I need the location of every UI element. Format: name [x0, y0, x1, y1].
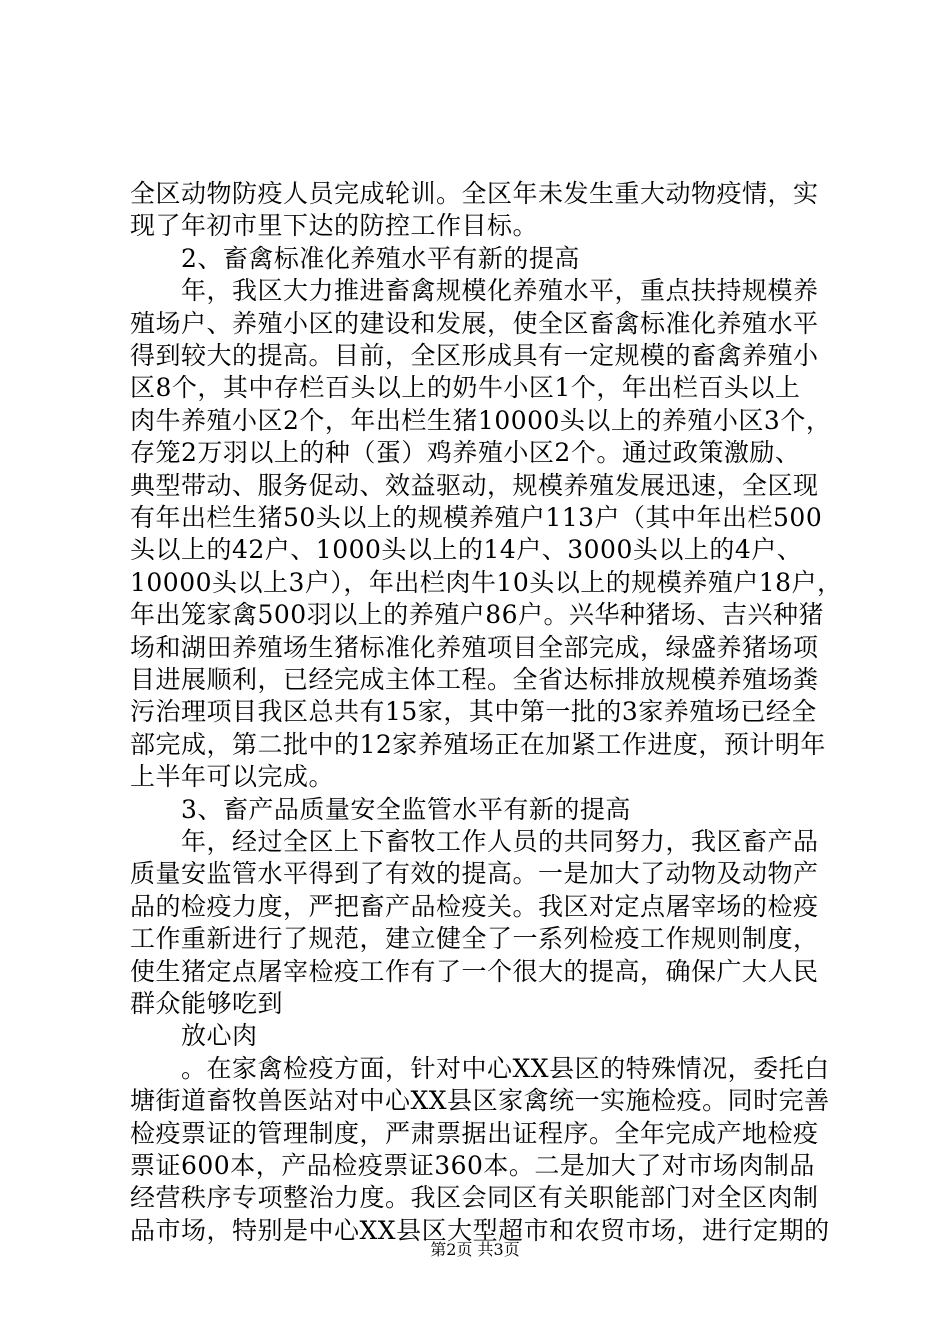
text-line: 部完成，第二批中的12家养殖场正在加紧工作进度，预计明年 — [130, 729, 826, 759]
text-line: 场和湖田养殖场生猪标准化养殖项目全部完成，绿盛养猪场项 — [130, 632, 819, 662]
text-line: 群众能够吃到 — [130, 989, 284, 1018]
text-line: 3、畜产品质量安全监管水平有新的提高 — [130, 794, 631, 824]
text-line: 现了年初市里下达的防控工作目标。 — [130, 211, 539, 241]
text-line: 。在家禽检疫方面，针对中心XX县区的特殊情况，委托白 — [130, 1053, 830, 1083]
text-line: 目进展顺利，已经完成主体工程。全省达标排放规模养殖场粪 — [130, 665, 819, 694]
text-line: 品市场，特别是中心XX县区大型超市和农贸市场，进行定期的 — [130, 1215, 830, 1245]
text-line: 上半年可以完成。 — [130, 762, 335, 792]
text-line: 年，我区大力推进畜禽规模化养殖水平，重点扶持规模养 — [130, 276, 819, 306]
text-line: 区8个，其中存栏百头以上的奶牛小区1个，年出栏百头以上 — [130, 373, 801, 403]
text-line: 2、畜禽标准化养殖水平有新的提高 — [130, 243, 580, 273]
text-line: 检疫票证的管理制度，严肃票据出证程序。全年完成产地检疫 — [130, 1118, 819, 1148]
text-line: 使生猪定点屠宰检疫工作有了一个很大的提高，确保广大人民 — [130, 956, 819, 986]
text-line: 经营秩序专项整治力度。我区会同区有关职能部门对全区肉制 — [130, 1183, 819, 1213]
text-line: 年，经过全区上下畜牧工作人员的共同努力，我区畜产品 — [130, 827, 819, 856]
text-line: 放心肉 — [130, 1021, 258, 1051]
text-line: 塘街道畜牧兽医站对中心XX县区家禽统一实施检疫。同时完善 — [130, 1086, 830, 1116]
page-footer: 第2页 共3页 — [430, 1240, 520, 1259]
text-line: 质量安监管水平得到了有效的提高。一是加大了动物及动物产 — [130, 859, 819, 889]
text-line: 有年出栏生猪50头以上的规模养殖户113户（其中年出栏500 — [130, 503, 823, 532]
text-line: 存笼2万羽以上的种（蛋）鸡养殖小区2个。通过政策激励、 — [130, 438, 801, 468]
text-line: 头以上的42户、1000头以上的14户、3000头以上的4户、 — [130, 535, 803, 565]
text-line: 工作重新进行了规范，建立健全了一系列检疫工作规则制度， — [130, 924, 819, 954]
text-line: 品的检疫力度，严把畜产品检疫关。我区对定点屠宰场的检疫 — [130, 891, 819, 921]
text-line: 得到较大的提高。目前，全区形成具有一定规模的畜禽养殖小 — [130, 341, 819, 370]
text-line: 全区动物防疫人员完成轮训。全区年未发生重大动物疫情，实 — [130, 179, 819, 208]
text-line: 票证600本，产品检疫票证360本。二是加大了对市场肉制品 — [130, 1151, 815, 1180]
text-line: 污治理项目我区总共有15家，其中第一批的3家养殖场已经全 — [130, 697, 817, 727]
text-line: 10000头以上3户），年出栏肉牛10头以上的规模养殖户18户， — [130, 567, 843, 597]
text-line: 殖场户、养殖小区的建设和发展，使全区畜禽标准化养殖水平 — [130, 308, 819, 338]
text-line: 典型带动、服务促动、效益驱动，规模养殖发展迅速，全区现 — [130, 470, 819, 500]
text-line: 肉牛养殖小区2个，年出栏生猪10000头以上的养殖小区3个， — [130, 405, 832, 435]
text-line: 年出笼家禽500羽以上的养殖户86户。兴华种猪场、吉兴种猪 — [130, 600, 825, 630]
